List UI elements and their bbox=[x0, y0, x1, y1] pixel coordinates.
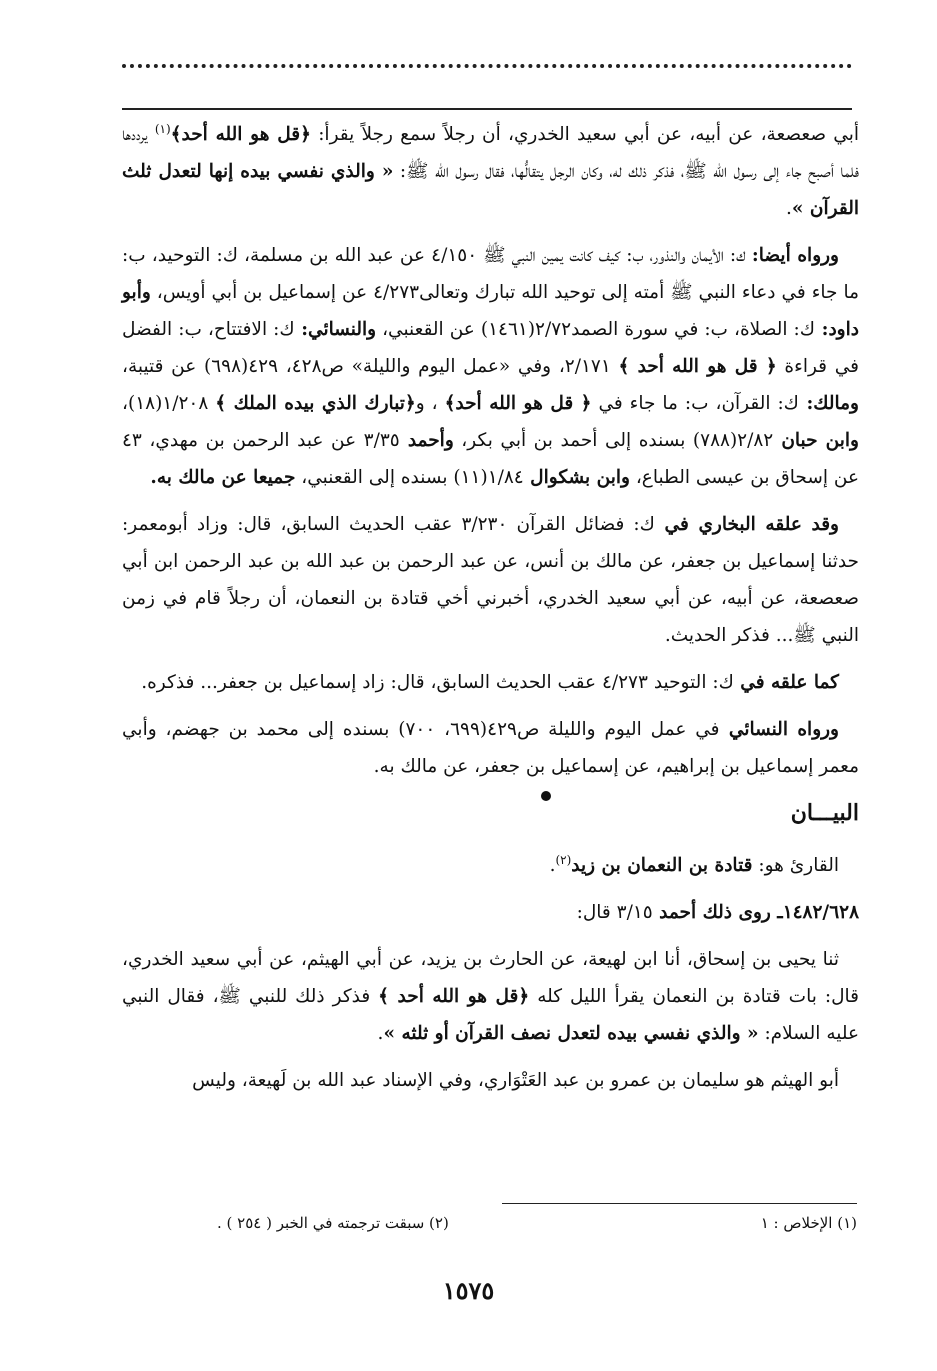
footnote-2: (٢) سبقت ترجمته في الخبر ( ٢٥٤ ) . bbox=[217, 1214, 449, 1232]
bold-text: وأبو داود: bbox=[122, 282, 859, 340]
text-run: ٣/١٥ قال: bbox=[576, 902, 653, 923]
bold-text: ﴿قل هو الله أحد﴾ bbox=[170, 124, 311, 145]
text-run: ٢/٨٢(٧٨٨) بسنده إلى أحمد بن أبي بكر، bbox=[453, 430, 774, 451]
footnotes bbox=[217, 1214, 857, 1232]
bold-text: ورواه أيضا: bbox=[745, 245, 839, 266]
paragraph-p6 bbox=[122, 847, 859, 884]
footnote-1: (١) الإخلاص : ١ bbox=[760, 1214, 857, 1232]
text-run: ك: الأيمان والنذور، ب: كيف كانت يمين النبي ﷺ ٤/١٥٠ عن عبد الله بن مسلمة، ك: التوحيد، ب: ما جاء في دعاء النبي ﷺ أمته إلى توحيد الله تبارك وتعالى٤/٢٧٣ عن إسماعيل بن أبي أويس، bbox=[122, 245, 860, 303]
text-run: ١/٨٤(١١) بسنده إلى القعنبي، bbox=[295, 467, 524, 488]
page-number: ١٥٧٥ bbox=[442, 1276, 495, 1305]
text-run: ، و bbox=[415, 393, 445, 414]
text-run: . bbox=[786, 198, 792, 219]
text-run: ك: الصلاة، ب: في سورة الصمد٢/٧٢(١٤٦١) عن القعنبي، bbox=[376, 319, 816, 340]
section-heading-wrap bbox=[122, 795, 859, 835]
bold-text: ﴿ قل هو الله أحد﴾ bbox=[444, 393, 592, 414]
footnote-marker: (١) bbox=[154, 121, 171, 136]
paragraph-p5 bbox=[122, 711, 859, 785]
bold-text: جميعا عن مالك به. bbox=[150, 467, 296, 488]
bold-text: كما علقه في bbox=[733, 672, 839, 693]
bold-text: « والذي نفسي بيده لتعدل نصف القرآن أو ثلثه » bbox=[383, 1023, 759, 1044]
text-run: ك: القرآن، ب: ما جاء في bbox=[591, 393, 799, 414]
bullet-dot-icon bbox=[541, 791, 551, 801]
text-run: القارئ هو: bbox=[752, 855, 839, 876]
text-run: ٢/١٧١، وفي «عمل اليوم والليلة» ص٤٢٨، ٤٢٩(٦٩٨) عن قتيبة، bbox=[122, 356, 619, 377]
text-run: ١/٢٠٨(١٨)، bbox=[122, 393, 216, 414]
footnote-rule bbox=[502, 1203, 857, 1204]
text-run: أبي صعصعة، عن أبيه، عن أبي سعيد الخدري، أن رجلاً سمع رجلاً يقرأ: bbox=[310, 124, 859, 145]
text-run: ك: فضائل القرآن ٣/٢٣٠ عقب الحديث السابق، قال: وزاد أبومعمر: حدثنا إسماعيل بن جعفر، عن مالك بن أنس، عن عبد الرحمن بن عبد الله بن عبد الرحمن ابن أبي صعصعة، عن أبيه، عن أبي سعيد الخدري، أخبرني أخي قتادة بن النعمان، أن رجلاً قام في زمن النبي ﷺ... فذكر الحديث. bbox=[122, 514, 859, 646]
bold-text: وابن حبان bbox=[773, 430, 859, 451]
text-run: ثنا يحيى بن إسحاق، أنا ابن لهيعة، عن الحارث بن يزيد، عن أبي الهيثم، عن أبي سعيد الخدري، قال: بات قتادة بن النعمان يقرأ الليل كله bbox=[122, 949, 859, 1007]
bold-text: « والذي نفسي بيده إنها لتعدل ثلث القرآن » bbox=[122, 161, 859, 219]
bold-text: وأحمد bbox=[399, 430, 454, 451]
page-body bbox=[122, 116, 859, 1109]
paragraphs-before-heading bbox=[122, 116, 859, 785]
text-run: أبو الهيثم هو سليمان بن عمرو بن عبد العَتْوَاري، وفي الإسناد عبد الله بن لَهيعة، وليس bbox=[192, 1070, 839, 1091]
bold-text: والنسائي: bbox=[294, 319, 377, 340]
paragraph-p1 bbox=[122, 116, 859, 227]
bold-text: ومالك: bbox=[798, 393, 859, 414]
text-run: . bbox=[549, 855, 556, 876]
bold-text: ورواه النسائي bbox=[719, 719, 839, 740]
text-run: ٣/٣٥ عن عبد الرحمن بن مهدي، ٤٣ عن إسحاق بن عيسى الطباع، bbox=[122, 430, 859, 488]
bold-text: ﴿قل هو الله أحد ﴾ bbox=[378, 986, 530, 1007]
text-run: فذكر ذلك للنبي ﷺ، فقال النبي عليه السلام: bbox=[122, 986, 859, 1044]
paragraph-p2 bbox=[122, 237, 859, 496]
paragraph-p8 bbox=[122, 941, 859, 1052]
section-heading: البيـــان bbox=[790, 800, 859, 826]
bold-text: قتادة بن النعمان بن زيد bbox=[571, 855, 753, 876]
paragraph-p7 bbox=[122, 894, 859, 931]
bold-text: وقد علقه البخاري في bbox=[654, 514, 839, 535]
text-run: ك: التوحيد ٤/٢٧٣ عقب الحديث السابق، قال: زاد إسماعيل بن جعفر... فذكره. bbox=[141, 672, 734, 693]
bold-text: ﴿تبارك الذي بيده الملك ﴾ bbox=[215, 393, 416, 414]
top-rule bbox=[122, 108, 852, 110]
text-run: . bbox=[377, 1023, 384, 1044]
bold-text: ١٤٨٢/٦٢٨ـ روى ذلك أحمد bbox=[652, 902, 859, 923]
paragraph-p9 bbox=[122, 1062, 859, 1099]
text-run: في عمل اليوم والليلة ص٤٢٩(٦٩٩، ٧٠٠) بسنده إلى محمد بن جهضم، وأبي معمر إسماعيل بن إبراهيم، عن إسماعيل بن جعفر، عن مالك به. bbox=[122, 719, 859, 777]
footnote-marker: (٢) bbox=[555, 852, 572, 867]
bold-text: ﴿ قل هو الله أحد ﴾ bbox=[618, 356, 777, 377]
text-run: ك: الافتتاح، ب: الفضل في قراءة bbox=[122, 319, 859, 377]
bold-text: وابن بشكوال bbox=[523, 467, 630, 488]
paragraph-p3 bbox=[122, 506, 859, 654]
top-dotted-rule bbox=[122, 64, 852, 72]
paragraph-p4 bbox=[122, 664, 859, 701]
text-run: يرددها فلما أصبح جاء إلى رسول الله ﷺ، فذكر ذلك له، وكان الرجل يتقالُّها، فقال رسول الله ﷺ: bbox=[122, 124, 859, 182]
paragraphs-after-heading bbox=[122, 847, 859, 1099]
